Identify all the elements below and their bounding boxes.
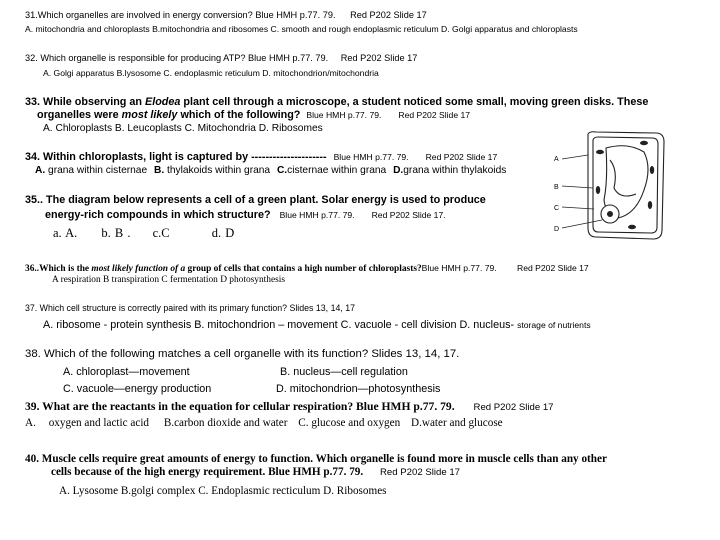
diagram-label-a: A	[554, 156, 559, 163]
q36-ref-blue: Blue HMH p.77. 79.	[421, 263, 497, 273]
q39-choice-a: A.	[25, 417, 36, 429]
q34-choice-c-letter: C.	[276, 165, 288, 176]
q35-stem: 35.. The diagram below represents a cell of a green plant. Solar energy is used to produce	[25, 194, 486, 206]
q34-stem	[25, 151, 497, 163]
q39-choice-c: C. glucose and oxygen	[298, 417, 401, 429]
q34-choices	[35, 165, 506, 176]
chloroplast	[640, 141, 648, 145]
q32-ref: Red P202 Slide 17	[340, 53, 418, 63]
q33-choices: A. Chloroplasts B. Leucoplasts C. Mitochondria D. Ribosomes	[43, 123, 323, 134]
pointer-c	[562, 207, 594, 209]
q34-choice-b: thylakoids within grana	[167, 165, 271, 176]
plant-cell-diagram	[548, 130, 668, 242]
q35-choice-d: d. D	[211, 226, 235, 240]
cell-wall-outer	[588, 132, 664, 239]
q33-stem	[25, 96, 648, 108]
chloroplast	[650, 166, 654, 174]
chloroplast	[628, 225, 636, 229]
q39-choice-d: D.water and glucose	[411, 417, 503, 429]
q39-choices	[25, 417, 503, 429]
q33-ref-red: Red P202 Slide 17	[398, 110, 471, 120]
q40-line2-text: cells because of the high energy requirement. Blue HMH p.77. 79.	[51, 466, 364, 478]
q34-choice-d-letter: D.	[393, 165, 404, 176]
q40-stem: 40. Muscle cells require great amounts of energy to function. Which organelle is found more in muscle cells than any other	[25, 453, 607, 465]
q36-stem-b: group of cells that contains a high number of chloroplasts?	[187, 264, 422, 274]
q39-question: 39. What are the reactants in the equation for cellular respiration? Blue HMH p.77. 79.	[25, 400, 455, 413]
q38-choice-a: A. chloroplast—movement	[63, 366, 190, 378]
q33-line2-italic: most likely	[121, 109, 178, 121]
q38-choice-b: B. nucleus—cell regulation	[280, 366, 408, 378]
q38-stem: 38. Which of the following matches a cell organelle with its function? Slides 13, 14, 17.	[25, 348, 460, 360]
diagram-label-b: B	[554, 184, 559, 191]
q39-choice-a-text: oxygen and lactic acid	[48, 417, 150, 429]
q34-choice-d: grana within thylakoids	[403, 165, 507, 176]
q33-line2	[37, 109, 470, 121]
q38-choice-d: D. mitochondrion—photosynthesis	[276, 383, 441, 395]
vacuole-fold	[610, 160, 636, 196]
q32-question: 32. Which organelle is responsible for producing ATP? Blue HMH p.77. 79.	[25, 53, 329, 63]
q40-line2	[51, 466, 460, 478]
q31-ref: Red P202 Slide 17	[350, 10, 427, 20]
q40-choices: A. Lysosome B.golgi complex C. Endoplasmic recticulum D. Ribosomes	[59, 485, 387, 497]
q32-stem	[25, 53, 417, 63]
q36-choices: A respiration B transpiration C fermentation D photosynthesis	[52, 275, 286, 285]
q33-stem-italic: Elodea	[145, 96, 181, 108]
q33-line2-a: organelles were	[37, 109, 119, 121]
q38-choice-c: C. vacuole—energy production	[63, 383, 212, 395]
q35-ref-blue: Blue HMH p.77. 79.	[279, 210, 355, 220]
q37-stem: 37. Which cell structure is correctly paired with its primary function? Slides 13, 14, 17	[25, 303, 356, 313]
q34-choice-c: cisternae within grana	[287, 165, 387, 176]
pointer-d	[562, 220, 602, 228]
q35-line2	[45, 209, 446, 221]
q32-choices: A. Golgi apparatus B.lysosome C. endoplasmic reticulum D. mitochondrion/mitochondria	[43, 68, 379, 78]
q35-choice-b: b. B .	[101, 226, 131, 240]
q33-ref-blue: Blue HMH p.77. 79.	[306, 110, 382, 120]
q34-ref-red: Red P202 Slide 17	[425, 152, 498, 162]
q34-question: 34. Within chloroplasts, light is captured by ---------------------	[25, 151, 327, 163]
diagram-label-c: C	[554, 205, 560, 212]
q34-choice-a: grana within cisternae	[48, 165, 148, 176]
q35-choice-c: c.C	[152, 226, 170, 240]
q35-choice-a: a. A.	[53, 226, 78, 240]
chloroplast	[648, 201, 652, 209]
q31-stem	[25, 10, 427, 20]
chloroplast	[596, 150, 604, 154]
q37-choices	[43, 319, 591, 331]
q36-stem	[25, 263, 589, 274]
q31-question: 31.Which organelles are involved in energy conversion? Blue HMH p.77. 79.	[25, 10, 336, 20]
q33-stem-a: 33. While observing an	[25, 96, 142, 108]
q35-choices	[53, 226, 234, 241]
q34-choice-a-letter: A.	[35, 165, 46, 176]
q37-choices-tail: storage of nutrients	[517, 320, 591, 330]
q35-ref-red: Red P202 Slide 17.	[371, 210, 446, 220]
q37-choices-main: A. ribosome - protein synthesis B. mitochondrion – movement C. vacuole - cell division D. nucleus-	[43, 319, 515, 331]
pointer-a	[562, 155, 588, 159]
q39-stem	[25, 400, 554, 413]
nucleolus	[607, 211, 613, 217]
chloroplast	[596, 186, 600, 194]
q39-choice-b: B.carbon dioxide and water	[163, 417, 288, 429]
q33-stem-b: plant cell through a microscope, a student noticed some small, moving green disks. These	[183, 96, 649, 108]
q35-line2-text: energy-rich compounds in which structure?	[45, 209, 271, 221]
q36-ref-red: Red P202 Slide 17	[517, 263, 589, 273]
q40-ref: Red P202 Slide 17	[380, 467, 461, 478]
q34-choice-b-letter: B.	[153, 165, 165, 176]
q33-line2-b: which of the following?	[180, 109, 301, 121]
q36-stem-a: 36..Which is the	[25, 264, 90, 274]
q36-stem-italic: most likely function of a	[91, 264, 186, 274]
q34-ref-blue: Blue HMH p.77. 79.	[333, 152, 409, 162]
diagram-label-d: D	[554, 226, 560, 233]
q39-ref: Red P202 Slide 17	[473, 402, 554, 413]
q31-choices: A. mitochondria and chloroplasts B.mitochondria and ribosomes C. smooth and rough endoplasmic reticulum D. Golgi apparatus and chloroplasts	[25, 24, 578, 34]
